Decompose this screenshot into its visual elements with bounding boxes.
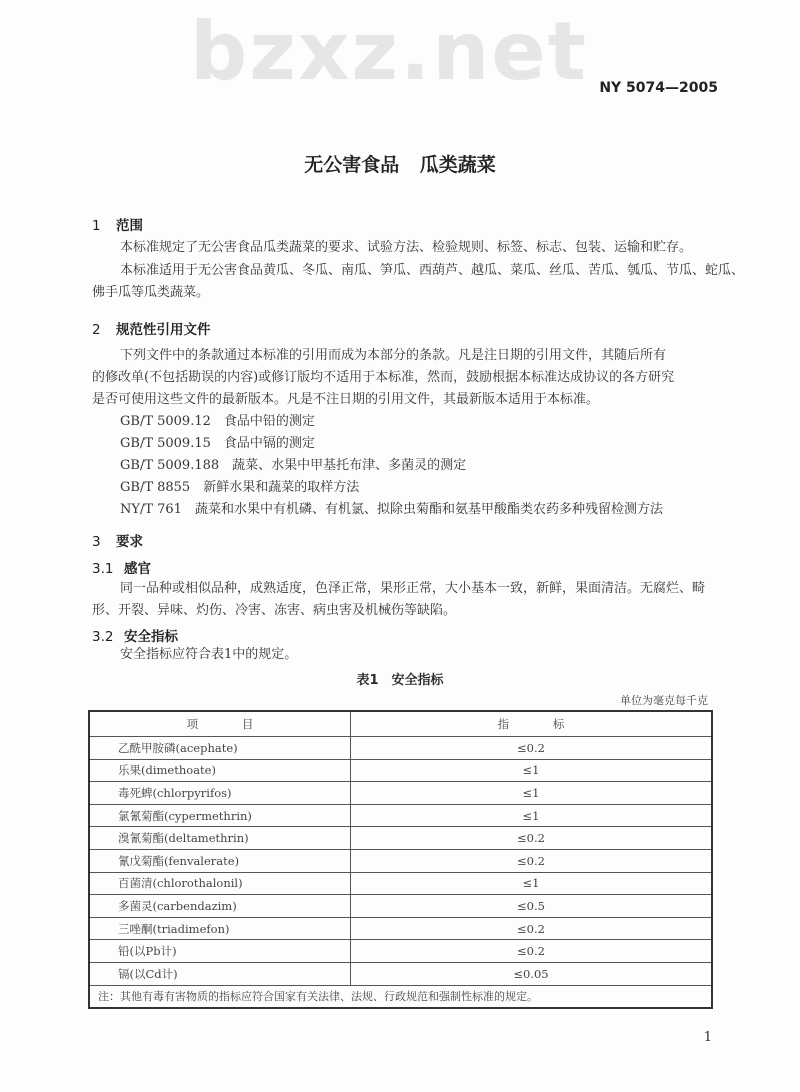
paragraph-line: 形、开裂、异味、灼伤、冷害、冻害、病虫害及机械伤等缺陷。 xyxy=(92,603,457,618)
item-name: 镉(以Cd计) xyxy=(89,962,351,985)
table-note-row xyxy=(89,985,712,1008)
document-title: 无公害食品 瓜类蔬菜 xyxy=(304,154,496,176)
table-row xyxy=(89,849,712,872)
item-limit: ≤0.2 xyxy=(351,917,713,940)
table-row xyxy=(89,737,712,760)
item-limit: ≤0.2 xyxy=(351,827,713,850)
item-limit: ≤0.05 xyxy=(351,962,713,985)
item-name: 乙酰甲胺磷(acephate) xyxy=(89,737,351,760)
standard-number: NY 5074—2005 xyxy=(599,80,718,96)
section-title: 范围 xyxy=(116,218,143,234)
table-unit: 单位为毫克每千克 xyxy=(620,694,708,707)
item-name: 氰戊菊酯(fenvalerate) xyxy=(89,849,351,872)
section-title: 要求 xyxy=(116,534,143,550)
table-row xyxy=(89,804,712,827)
table-row xyxy=(89,827,712,850)
reference-item: GB/T 5009.12 食品中铅的测定 xyxy=(120,414,315,429)
paragraph-line: 下列文件中的条款通过本标准的引用而成为本部分的条款。凡是注日期的引用文件，其随后所有 xyxy=(120,348,667,363)
table-row xyxy=(89,917,712,940)
table-note: 注：其他有毒有害物质的指标应符合国家有关法律、法规、行政规范和强制性标准的规定。 xyxy=(89,985,712,1008)
section-3-2-heading xyxy=(92,625,178,645)
table-row xyxy=(89,759,712,782)
item-name: 多菌灵(carbendazim) xyxy=(89,895,351,918)
table-row xyxy=(89,895,712,918)
item-name: 乐果(dimethoate) xyxy=(89,759,351,782)
item-limit: ≤1 xyxy=(351,804,713,827)
item-limit: ≤0.5 xyxy=(351,895,713,918)
table-row xyxy=(89,872,712,895)
item-limit: ≤0.2 xyxy=(351,737,713,760)
item-name: 铅(以Pb计) xyxy=(89,940,351,963)
paragraph-line: 本标准适用于无公害食品黄瓜、冬瓜、南瓜、笋瓜、西葫芦、越瓜、菜瓜、丝瓜、苦瓜、瓠瓜、节瓜、蛇瓜、 xyxy=(120,263,745,278)
item-name: 百菌清(chlorothalonil) xyxy=(89,872,351,895)
table-row xyxy=(89,940,712,963)
paragraph-line: 安全指标应符合表1中的规定。 xyxy=(120,647,298,662)
section-number: 1 xyxy=(92,218,101,234)
table-row xyxy=(89,962,712,985)
item-limit: ≤0.2 xyxy=(351,849,713,872)
section-number: 2 xyxy=(92,322,101,338)
watermark: bzxz.net xyxy=(190,5,588,98)
paragraph-line: 同一品种或相似品种，成熟适度，色泽正常，果形正常，大小基本一致，新鲜，果面清洁。无腐烂、畸 xyxy=(120,581,706,596)
section-3-heading xyxy=(92,530,143,550)
reference-item: GB/T 8855 新鲜水果和蔬菜的取样方法 xyxy=(120,480,360,495)
item-name: 溴氰菊酯(deltamethrin) xyxy=(89,827,351,850)
page-number: 1 xyxy=(703,1030,712,1045)
item-limit: ≤0.2 xyxy=(351,940,713,963)
paragraph-line: 本标准规定了无公害食品瓜类蔬菜的要求、试验方法、检验规则、标签、标志、包装、运输和贮存。 xyxy=(120,240,693,255)
header-index: 指 标 xyxy=(351,711,713,737)
section-title: 安全指标 xyxy=(124,629,178,645)
reference-item: GB/T 5009.188 蔬菜、水果中甲基托布津、多菌灵的测定 xyxy=(120,458,467,473)
item-name: 三唑酮(triadimefon) xyxy=(89,917,351,940)
item-limit: ≤1 xyxy=(351,759,713,782)
table-header-row xyxy=(89,711,712,737)
paragraph-line: 是否可使用这些文件的最新版本。凡是不注日期的引用文件，其最新版本适用于本标准。 xyxy=(92,392,600,407)
section-3-1-heading xyxy=(92,557,151,577)
item-limit: ≤1 xyxy=(351,872,713,895)
header-item: 项 目 xyxy=(89,711,351,737)
reference-item: GB/T 5009.15 食品中镉的测定 xyxy=(120,436,315,451)
section-number: 3.2 xyxy=(92,629,114,645)
item-name: 毒死蜱(chlorpyrifos) xyxy=(89,782,351,805)
section-title: 规范性引用文件 xyxy=(116,322,211,338)
section-1-heading xyxy=(92,214,143,234)
item-name: 氯氰菊酯(cypermethrin) xyxy=(89,804,351,827)
section-number: 3.1 xyxy=(92,561,114,577)
safety-index-table xyxy=(88,710,713,1009)
paragraph-line: 佛手瓜等瓜类蔬菜。 xyxy=(92,285,210,300)
section-2-heading xyxy=(92,318,211,338)
item-limit: ≤1 xyxy=(351,782,713,805)
reference-item: NY/T 761 蔬菜和水果中有机磷、有机氯、拟除虫菊酯和氨基甲酸酯类农药多种残留检测方法 xyxy=(120,502,663,517)
table-title: 表1 安全指标 xyxy=(356,673,444,688)
section-number: 3 xyxy=(92,534,101,550)
table-row xyxy=(89,782,712,805)
paragraph-line: 的修改单(不包括勘误的内容)或修订版均不适用于本标准，然而，鼓励根据本标准达成协议的各方研究 xyxy=(92,370,675,385)
section-title: 感官 xyxy=(124,561,151,577)
